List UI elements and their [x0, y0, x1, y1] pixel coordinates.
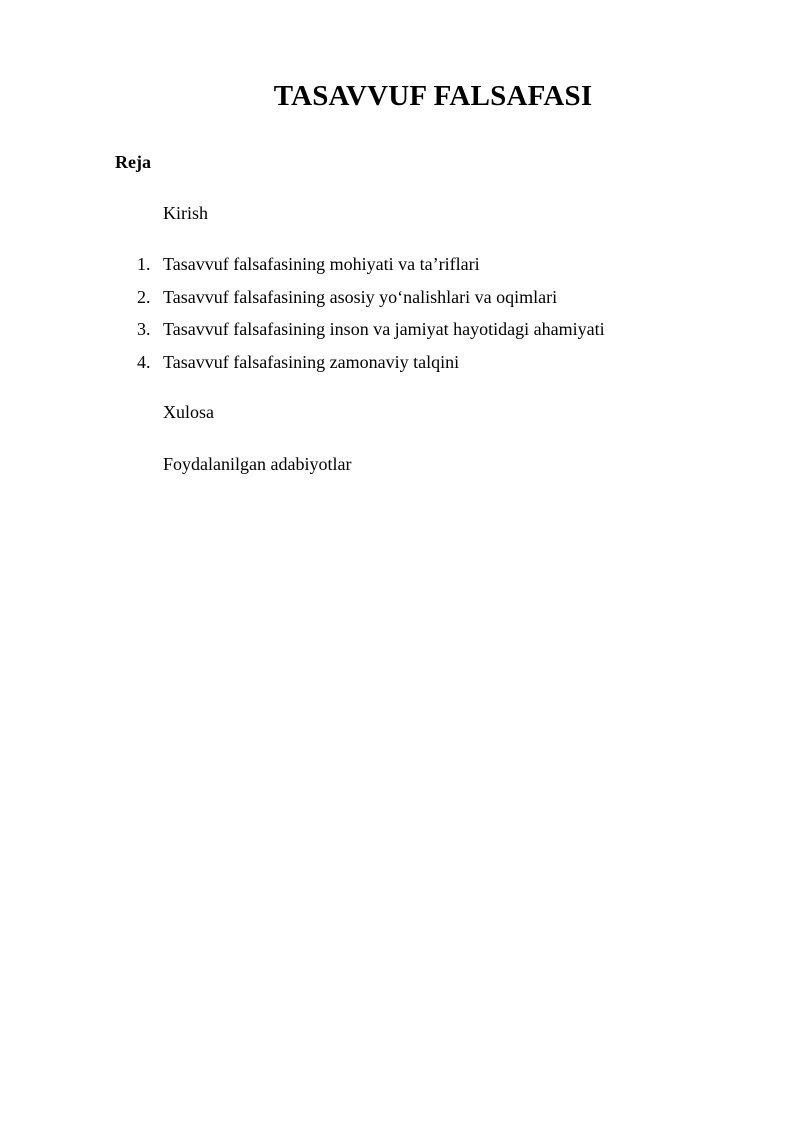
plan-item-intro: Kirish [163, 203, 208, 223]
plan-item-conclusion: Xulosa [163, 402, 214, 422]
list-item-number: 4. [137, 351, 151, 372]
list-item-text: Tasavvuf falsafasining mohiyati va ta’riflari [163, 254, 480, 274]
plan-item-references: Foydalanilgan adabiyotlar [163, 454, 352, 474]
list-item-text: Tasavvuf falsafasining inson va jamiyat hayotidagi ahamiyati [163, 319, 605, 339]
plan-heading: Reja [115, 152, 151, 172]
list-item-number: 1. [137, 254, 151, 274]
list-item-text: Tasavvuf falsafasining zamonaviy talqini [163, 351, 460, 372]
list-item-number: 3. [137, 319, 151, 339]
list-item-number: 2. [137, 286, 151, 307]
document-title: TASAVVUF FALSAFASI [273, 80, 593, 112]
list-item-text: Tasavvuf falsafasining asosiy yo‘nalishlari va oqimlari [163, 286, 558, 307]
